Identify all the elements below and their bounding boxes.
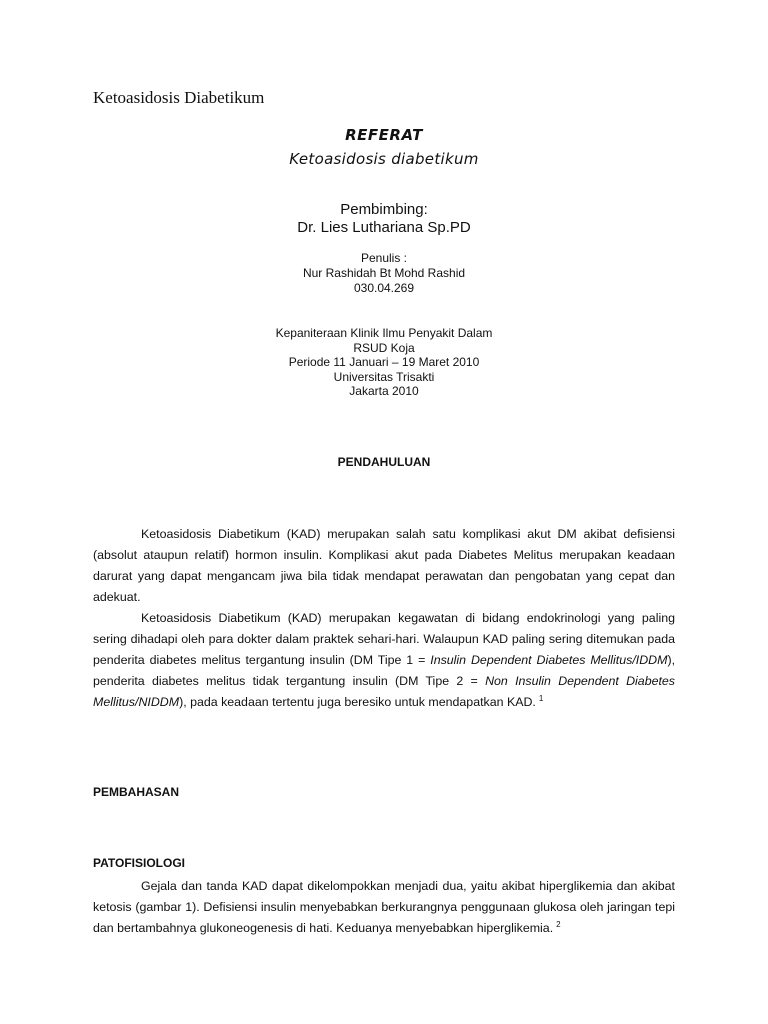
paragraph-text: Gejala dan tanda KAD dapat dikelompokkan menjadi dua, yaitu akibat hiperglikemia dan akibat ketosis (gambar 1). Defisiensi insulin menyebabkan berkurangnya penggunaan glukosa oleh jaringan tepi dan bertambahnya glukoneogenesis di hati. Keduanya menyebabkan hiperglikemia. (93, 879, 675, 935)
italic-term: Insulin Dependent Diabetes Mellitus/IDDM (430, 653, 668, 667)
paragraph-text: ), penderita diabetes melitus tidak tergantung insulin (DM Tipe 2 = (93, 653, 676, 688)
pathophysiology-body (93, 876, 675, 939)
supervisor-name: Dr. Lies Luthariana Sp.PD (297, 219, 471, 236)
author-id: 030.04.269 (353, 281, 415, 295)
subsection-heading-patofisiologi: PATOFISIOLOGI (93, 856, 186, 870)
section-heading-pendahuluan: PENDAHULUAN (337, 455, 431, 469)
author-block (0, 251, 768, 296)
paragraph-text: Ketoasidosis Diabetikum (KAD) merupakan salah satu komplikasi akut DM akibat defisiensi (absolut ataupun relatif) hormon insulin. Komplikasi akut pada Diabetes Melitus merupakan keadaan darurat yang dapat mengancam jiwa bila tidak mendapat perawatan dan pengobatan yang cepat dan adekuat. (93, 527, 675, 604)
referat-subtitle: Ketoasidosis diabetikum (289, 150, 479, 168)
institution-block (0, 326, 768, 399)
institution-line: Periode 11 Januari – 19 Maret 2010 (288, 355, 480, 370)
institution-line: Kepaniteraan Klinik Ilmu Penyakit Dalam (275, 326, 493, 340)
author-label: Penulis : (360, 251, 408, 265)
supervisor-label: Pembimbing: (340, 201, 428, 218)
introduction-body (93, 524, 675, 713)
paragraph (93, 524, 675, 608)
author-name: Nur Rashidah Bt Mohd Rashid (302, 266, 466, 280)
section-heading-pembahasan: PEMBAHASAN (93, 785, 180, 799)
paragraph-text: Ketoasidosis Diabetikum (KAD) merupakan kegawatan di bidang endokrinologi yang paling sering dihadapi oleh para dokter dalam praktek sehari-hari. Walaupun KAD paling sering ditemukan pada penderita diabetes melitus tergantung insulin (DM Tipe 1 = (93, 611, 675, 667)
paragraph (93, 608, 675, 713)
institution-line: Jakarta 2010 (349, 384, 419, 399)
italic-term: Non Insulin Dependent Diabetes Mellitus/NIDDM (93, 674, 676, 709)
institution-line: RSUD Koja (353, 340, 415, 355)
referat-label: REFERAT (345, 126, 423, 144)
paragraph-text: ), pada keadaan tertentu juga beresiko untuk mendapatkan KAD. (179, 695, 536, 709)
reference-marker: 2 (556, 919, 561, 929)
reference-marker: 1 (538, 693, 544, 703)
supervisor-block (0, 201, 768, 237)
institution-line: Universitas Trisakti (333, 369, 435, 384)
document-title: Ketoasidosis Diabetikum (93, 88, 265, 107)
paragraph (93, 876, 675, 939)
